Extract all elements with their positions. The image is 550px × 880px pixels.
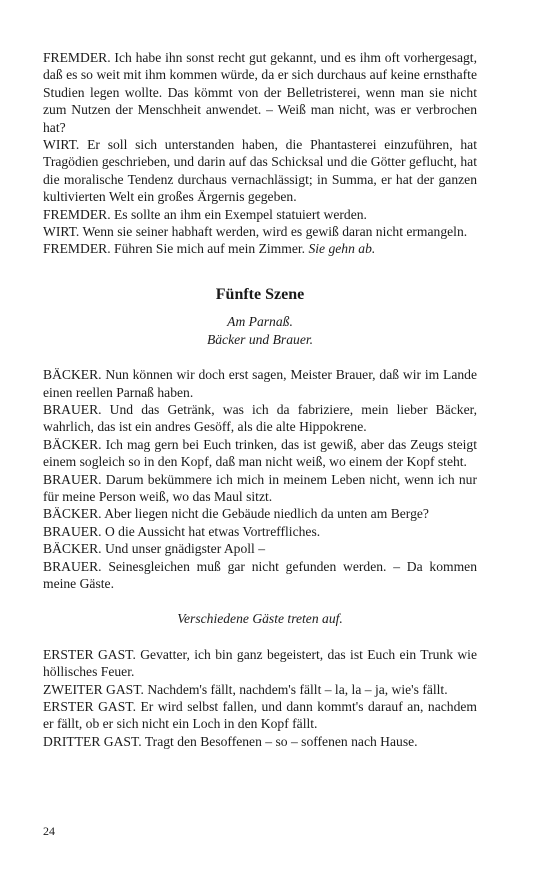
speaker: FREMDER.: [43, 206, 111, 222]
speech-text: Und das Getränk, was ich da fabriziere, mein lieber Bäcker, wahrlich, das ist ein andres Gesöff, als die alte Hippokrene.: [43, 401, 477, 435]
speech-text: Wenn sie seiner habhaft werden, wird es gewiß daran nicht ermangeln.: [79, 224, 468, 240]
speech-text: Es sollte an ihm ein Exempel statuiert werden.: [110, 206, 367, 222]
speech: [43, 646, 477, 681]
stage-direction-inline: Sie gehn ab.: [308, 241, 376, 257]
speech: [43, 523, 477, 540]
speech-text: Er soll sich unterstanden haben, die Phantasterei einzuführen, hat Tragödien geschrieben, und darin auf das Schicksal und die Götter geflucht, hat die moralische Tendenz durchaus vernachlässigt; in Summa, er hat der ganzen kultivierten Welt ein großes Ärgernis gegeben.: [43, 137, 477, 205]
speech: [43, 240, 477, 257]
scene-title: Fünfte Szene: [215, 285, 305, 303]
speaker: FREMDER.: [43, 50, 111, 65]
speech-text: Aber liegen nicht die Gebäude niedlich da unten am Berge?: [101, 506, 429, 522]
speech-text: Ich mag gern bei Euch trinken, das ist gewiß, aber das Zeugs steigt einem sogleich so in den Kopf, daß man nicht weiß, wo einem der Kopf steht.: [43, 436, 477, 470]
speaker: BÄCKER.: [43, 436, 102, 452]
speech-text: Nachdem's fällt, nachdem's fällt – la, la – ja, wie's fällt.: [143, 681, 448, 697]
speaker: BRAUER.: [43, 401, 102, 417]
speech-text: O die Aussicht hat etwas Vortreffliches.: [101, 523, 321, 539]
speaker: DRITTER GAST.: [43, 733, 142, 749]
stage-direction: Verschiedene Gäste treten auf.: [177, 611, 343, 627]
speech: [43, 206, 477, 223]
speech-text: Seinesgleichen muß gar nicht gefunden werden. – Da kommen meine Gäste.: [43, 558, 477, 591]
scene-characters: Bäcker und Brauer.: [206, 331, 314, 347]
speaker: ZWEITER GAST.: [43, 681, 144, 697]
speech: [43, 401, 477, 436]
speech: [43, 681, 477, 698]
speech: [43, 540, 477, 557]
speaker: ERSTER GAST.: [43, 646, 136, 662]
speech-text: Und unser gnädigster Apoll –: [101, 541, 266, 557]
page-number: 24: [43, 824, 55, 838]
page-text: [43, 49, 477, 750]
speech: [43, 49, 477, 136]
speaker: BÄCKER.: [43, 541, 102, 557]
speech-text: Ich habe ihn sonst recht gut gekannt, und es ihm oft vorhergesagt, daß es so weit mit ihm kommen würde, da er sich durchaus auf keine ernsthafte Studien legen wollte. Das kömmt von der Belletristerei, wenn man sie nicht zum Nutzen der Menschheit anwendet. – Weiß man nicht, was er verbrochen hat?: [43, 50, 477, 135]
speech-text: Führen Sie mich auf mein Zimmer.: [110, 241, 309, 257]
speaker: BRAUER.: [43, 523, 102, 539]
speech: [43, 366, 477, 401]
speech-text: Gevatter, ich bin ganz begeistert, das ist Euch ein Trunk wie höllisches Feuer.: [43, 646, 477, 680]
speaker: WIRT.: [43, 137, 80, 153]
speaker: BÄCKER.: [43, 367, 102, 383]
speaker: WIRT.: [43, 224, 80, 240]
speech-text: Er wird selbst fallen, und dann kommt's darauf an, nachdem er fällt, ob er sich nicht ein Loch in den Kopf fällt.: [43, 699, 477, 732]
speech: [43, 223, 477, 240]
speaker: BÄCKER.: [43, 506, 102, 522]
speech-text: Nun können wir doch erst sagen, Meister Brauer, daß wir im Lande einen reellen Parnaß haben.: [43, 367, 477, 400]
speech: [43, 436, 477, 471]
scene-location: Am Parnaß.: [227, 314, 293, 330]
speech: [43, 733, 477, 750]
speaker: FREMDER.: [43, 241, 111, 257]
speech: [43, 558, 477, 593]
speech-text: Darum bekümmere ich mich in meinem Leben nicht, wenn ich nur für meine Person weiß, wo das Maul sitzt.: [43, 471, 477, 504]
speech: [43, 471, 477, 506]
speech: [43, 698, 477, 733]
speaker: BRAUER.: [43, 471, 102, 487]
speech: [43, 505, 477, 522]
speaker: BRAUER.: [43, 558, 102, 574]
speech: [43, 136, 477, 206]
speaker: ERSTER GAST.: [43, 699, 136, 714]
speech-text: Tragt den Besoffenen – so – soffenen nach Hause.: [141, 733, 418, 749]
